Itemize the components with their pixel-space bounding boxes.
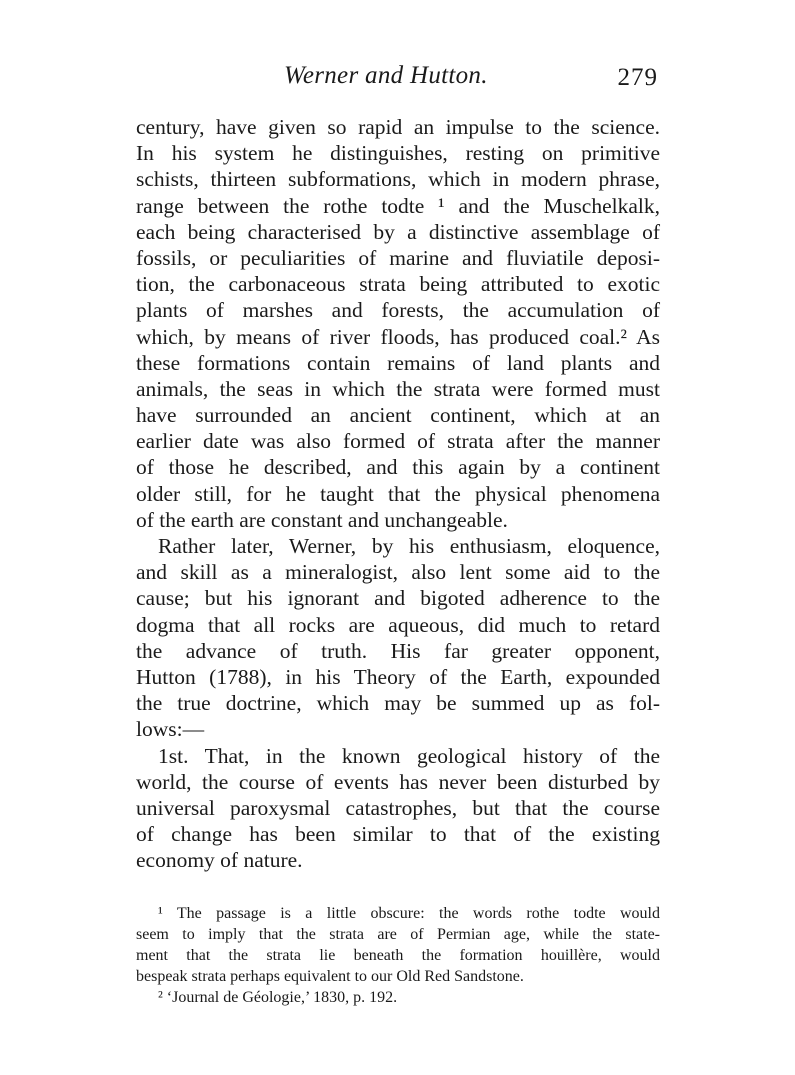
footnote-line: seem to imply that the strata are of Permian age, while the state- <box>136 926 660 943</box>
body-text <box>136 114 660 873</box>
page-number: 279 <box>617 64 658 91</box>
text-line: the true doctrine, which may be summed up as fol- <box>136 691 660 716</box>
text-line: range between the rothe todte ¹ and the Muschelkalk, <box>136 193 660 218</box>
text-line: have surrounded an ancient continent, which at an <box>136 403 660 428</box>
text-line: dogma that all rocks are aqueous, did much to retard <box>136 612 660 637</box>
text-line: these formations contain remains of land plants and <box>136 350 660 375</box>
text-line: cause; but his ignorant and bigoted adherence to the <box>136 586 660 611</box>
text-line: Hutton (1788), in his Theory of the Earth, expounded <box>136 664 660 689</box>
running-head <box>136 62 660 96</box>
text-line: century, have given so rapid an impulse to the science. <box>136 115 660 139</box>
text-line: fossils, or peculiarities of marine and fluviatile deposi- <box>136 245 660 270</box>
text-line: each being characterised by a distinctive assemblage of <box>136 219 660 244</box>
footnote-line: bespeak strata perhaps equivalent to our Old Red Sandstone. <box>136 968 524 985</box>
text-line: 1st. That, in the known geological history of the <box>158 743 660 768</box>
text-line: of change has been similar to that of the existing <box>136 822 660 847</box>
text-line: universal paroxysmal catastrophes, but that the course <box>136 795 660 820</box>
footnotes <box>136 903 660 1008</box>
footnote-line: ment that the strata lie beneath the formation houillère, would <box>136 947 660 964</box>
text-line: lows:— <box>136 717 205 742</box>
text-line: plants of marshes and forests, the accumulation of <box>136 298 660 323</box>
text-line: world, the course of events has never been disturbed by <box>136 769 660 794</box>
footnote-line: ¹ The passage is a little obscure: the words rothe todte would <box>158 905 660 922</box>
footnote-line: ² ‘Journal de Géologie,’ 1830, p. 192. <box>158 989 398 1006</box>
text-line: In his system he distinguishes, resting on primitive <box>136 141 660 166</box>
text-line: Rather later, Werner, by his enthusiasm, eloquence, <box>158 534 660 558</box>
text-line: tion, the carbonaceous strata being attributed to exotic <box>136 272 660 297</box>
running-title: Werner and Hutton. <box>284 62 488 89</box>
text-line: schists, thirteen subformations, which in modern phrase, <box>136 167 660 192</box>
text-line: older still, for he taught that the physical phenomena <box>136 481 660 506</box>
text-line: and skill as a mineralogist, also lent some aid to the <box>136 560 660 585</box>
text-line: of the earth are constant and unchangeable. <box>136 507 508 532</box>
text-line: which, by means of river floods, has produced coal.² As <box>136 324 660 349</box>
text-line: animals, the seas in which the strata were formed must <box>136 376 660 401</box>
text-line: of those he described, and this again by a continent <box>136 455 660 480</box>
text-line: the advance of truth. His far greater opponent, <box>136 638 660 663</box>
text-line: economy of nature. <box>136 848 303 873</box>
text-line: earlier date was also formed of strata after the manner <box>136 429 660 454</box>
